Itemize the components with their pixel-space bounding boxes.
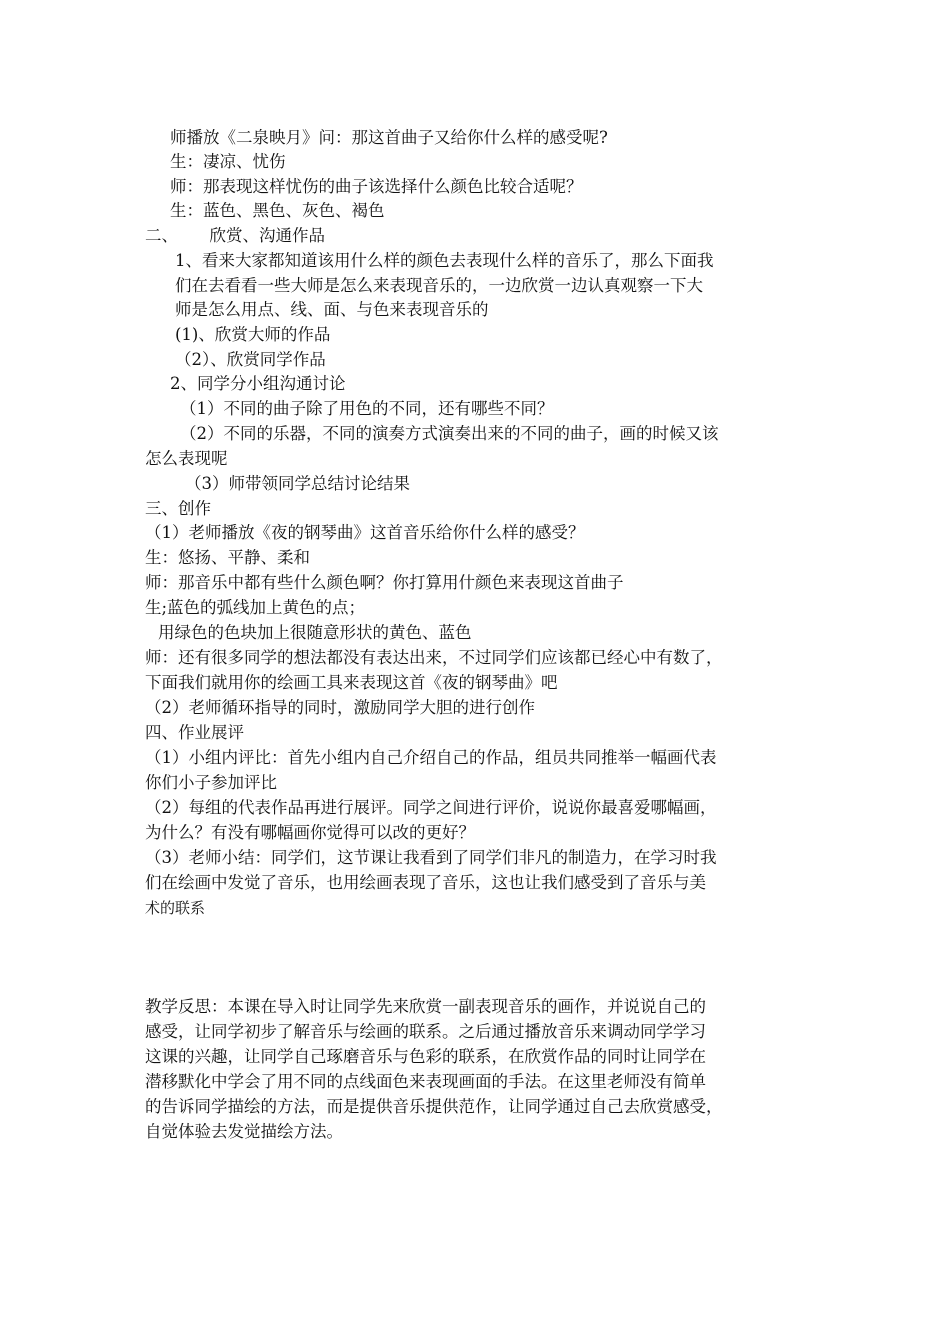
text-line: 怎么表现呢: [145, 449, 228, 468]
text-line: 们在绘画中发觉了音乐，也用绘画表现了音乐，这也让我们感受到了音乐与美: [145, 873, 706, 892]
reflection-line: 自觉体验去发觉描绘方法。: [145, 1122, 343, 1141]
text-line: 生：凄凉、忧伤: [170, 152, 286, 171]
text-line: （1）小组内评比：首先小组内自己介绍自己的作品，组员共同推举一幅画代表: [145, 748, 717, 767]
text-line: （3）师带领同学总结讨论结果: [185, 474, 410, 493]
text-line: （2）每组的代表作品再进行展评。同学之间进行评价，说说你最喜爱哪幅画，: [145, 798, 717, 817]
text-line: （3）老师小结：同学们，这节课让我看到了同学们非凡的制造力，在学习时我: [145, 848, 717, 867]
reflection-line: 的告诉同学描绘的方法，而是提供音乐提供范作，让同学通过自己去欣赏感受，: [145, 1097, 723, 1116]
text-line: （2）老师循环指导的同时，激励同学大胆的进行创作: [145, 698, 535, 717]
text-line: 下面我们就用你的绘画工具来表现这首《夜的钢琴曲》吧: [145, 673, 558, 692]
text-line: （1）老师播放《夜的钢琴曲》这首音乐给你什么样的感受？: [145, 523, 585, 542]
reflection-line: 感受，让同学初步了解音乐与绘画的联系。之后通过播放音乐来调动同学学习: [145, 1022, 706, 1041]
text-line: 生：悠扬、平静、柔和: [145, 548, 310, 567]
text-line: 2、同学分小组沟通讨论: [170, 374, 346, 393]
text-line: （2）、欣赏同学作品: [175, 350, 326, 369]
section-heading-4: 四、作业展评: [145, 723, 244, 742]
reflection-line: 潜移默化中学会了用不同的点线面色来表现画面的手法。在这里老师没有简单: [145, 1072, 706, 1091]
text-line: 师是怎么用点、线、面、与色来表现音乐的: [175, 300, 489, 319]
text-line: 你们小子参加评比: [145, 773, 277, 792]
text-line: 师：那表现这样忧伤的曲子该选择什么颜色比较合适呢？: [170, 177, 583, 196]
text-line: （1）不同的曲子除了用色的不同，还有哪些不同？: [180, 399, 554, 418]
text-line: 生;蓝色的弧线加上黄色的点；: [145, 598, 366, 617]
text-line: 为什么？有没有哪幅画你觉得可以改的更好？: [145, 823, 475, 842]
section-heading-3: 三、创作: [145, 499, 211, 518]
text-line: 师播放《二泉映月》问：那这首曲子又给你什么样的感受呢?: [170, 128, 608, 147]
section-heading-2: 二、 欣赏、沟通作品: [145, 226, 325, 245]
text-line: 1、看来大家都知道该用什么样的颜色去表现什么样的音乐了，那么下面我: [175, 251, 714, 270]
text-line: 生：蓝色、黑色、灰色、褐色: [170, 201, 385, 220]
text-line: 师：那音乐中都有些什么颜色啊？你打算用什颜色来表现这首曲子: [145, 573, 624, 592]
text-line: 术的联系: [145, 899, 206, 917]
text-line: （2）不同的乐器，不同的演奏方式演奏出来的不同的曲子，画的时候又该: [180, 424, 719, 443]
reflection-line: 这课的兴趣，让同学自己琢磨音乐与色彩的联系，在欣赏作品的同时让同学在: [145, 1047, 706, 1066]
reflection-line: 教学反思：本课在导入时让同学先来欣赏一副表现音乐的画作，并说说自己的: [145, 997, 706, 1016]
text-line: 用绿色的色块加上很随意形状的黄色、蓝色: [158, 623, 472, 642]
text-line: 师：还有很多同学的想法都没有表达出来，不过同学们应该都已经心中有数了，: [145, 648, 723, 667]
text-line: (1)、欣赏大师的作品: [175, 325, 331, 344]
text-line: 们在去看看一些大师是怎么来表现音乐的，一边欣赏一边认真观察一下大: [175, 276, 703, 295]
